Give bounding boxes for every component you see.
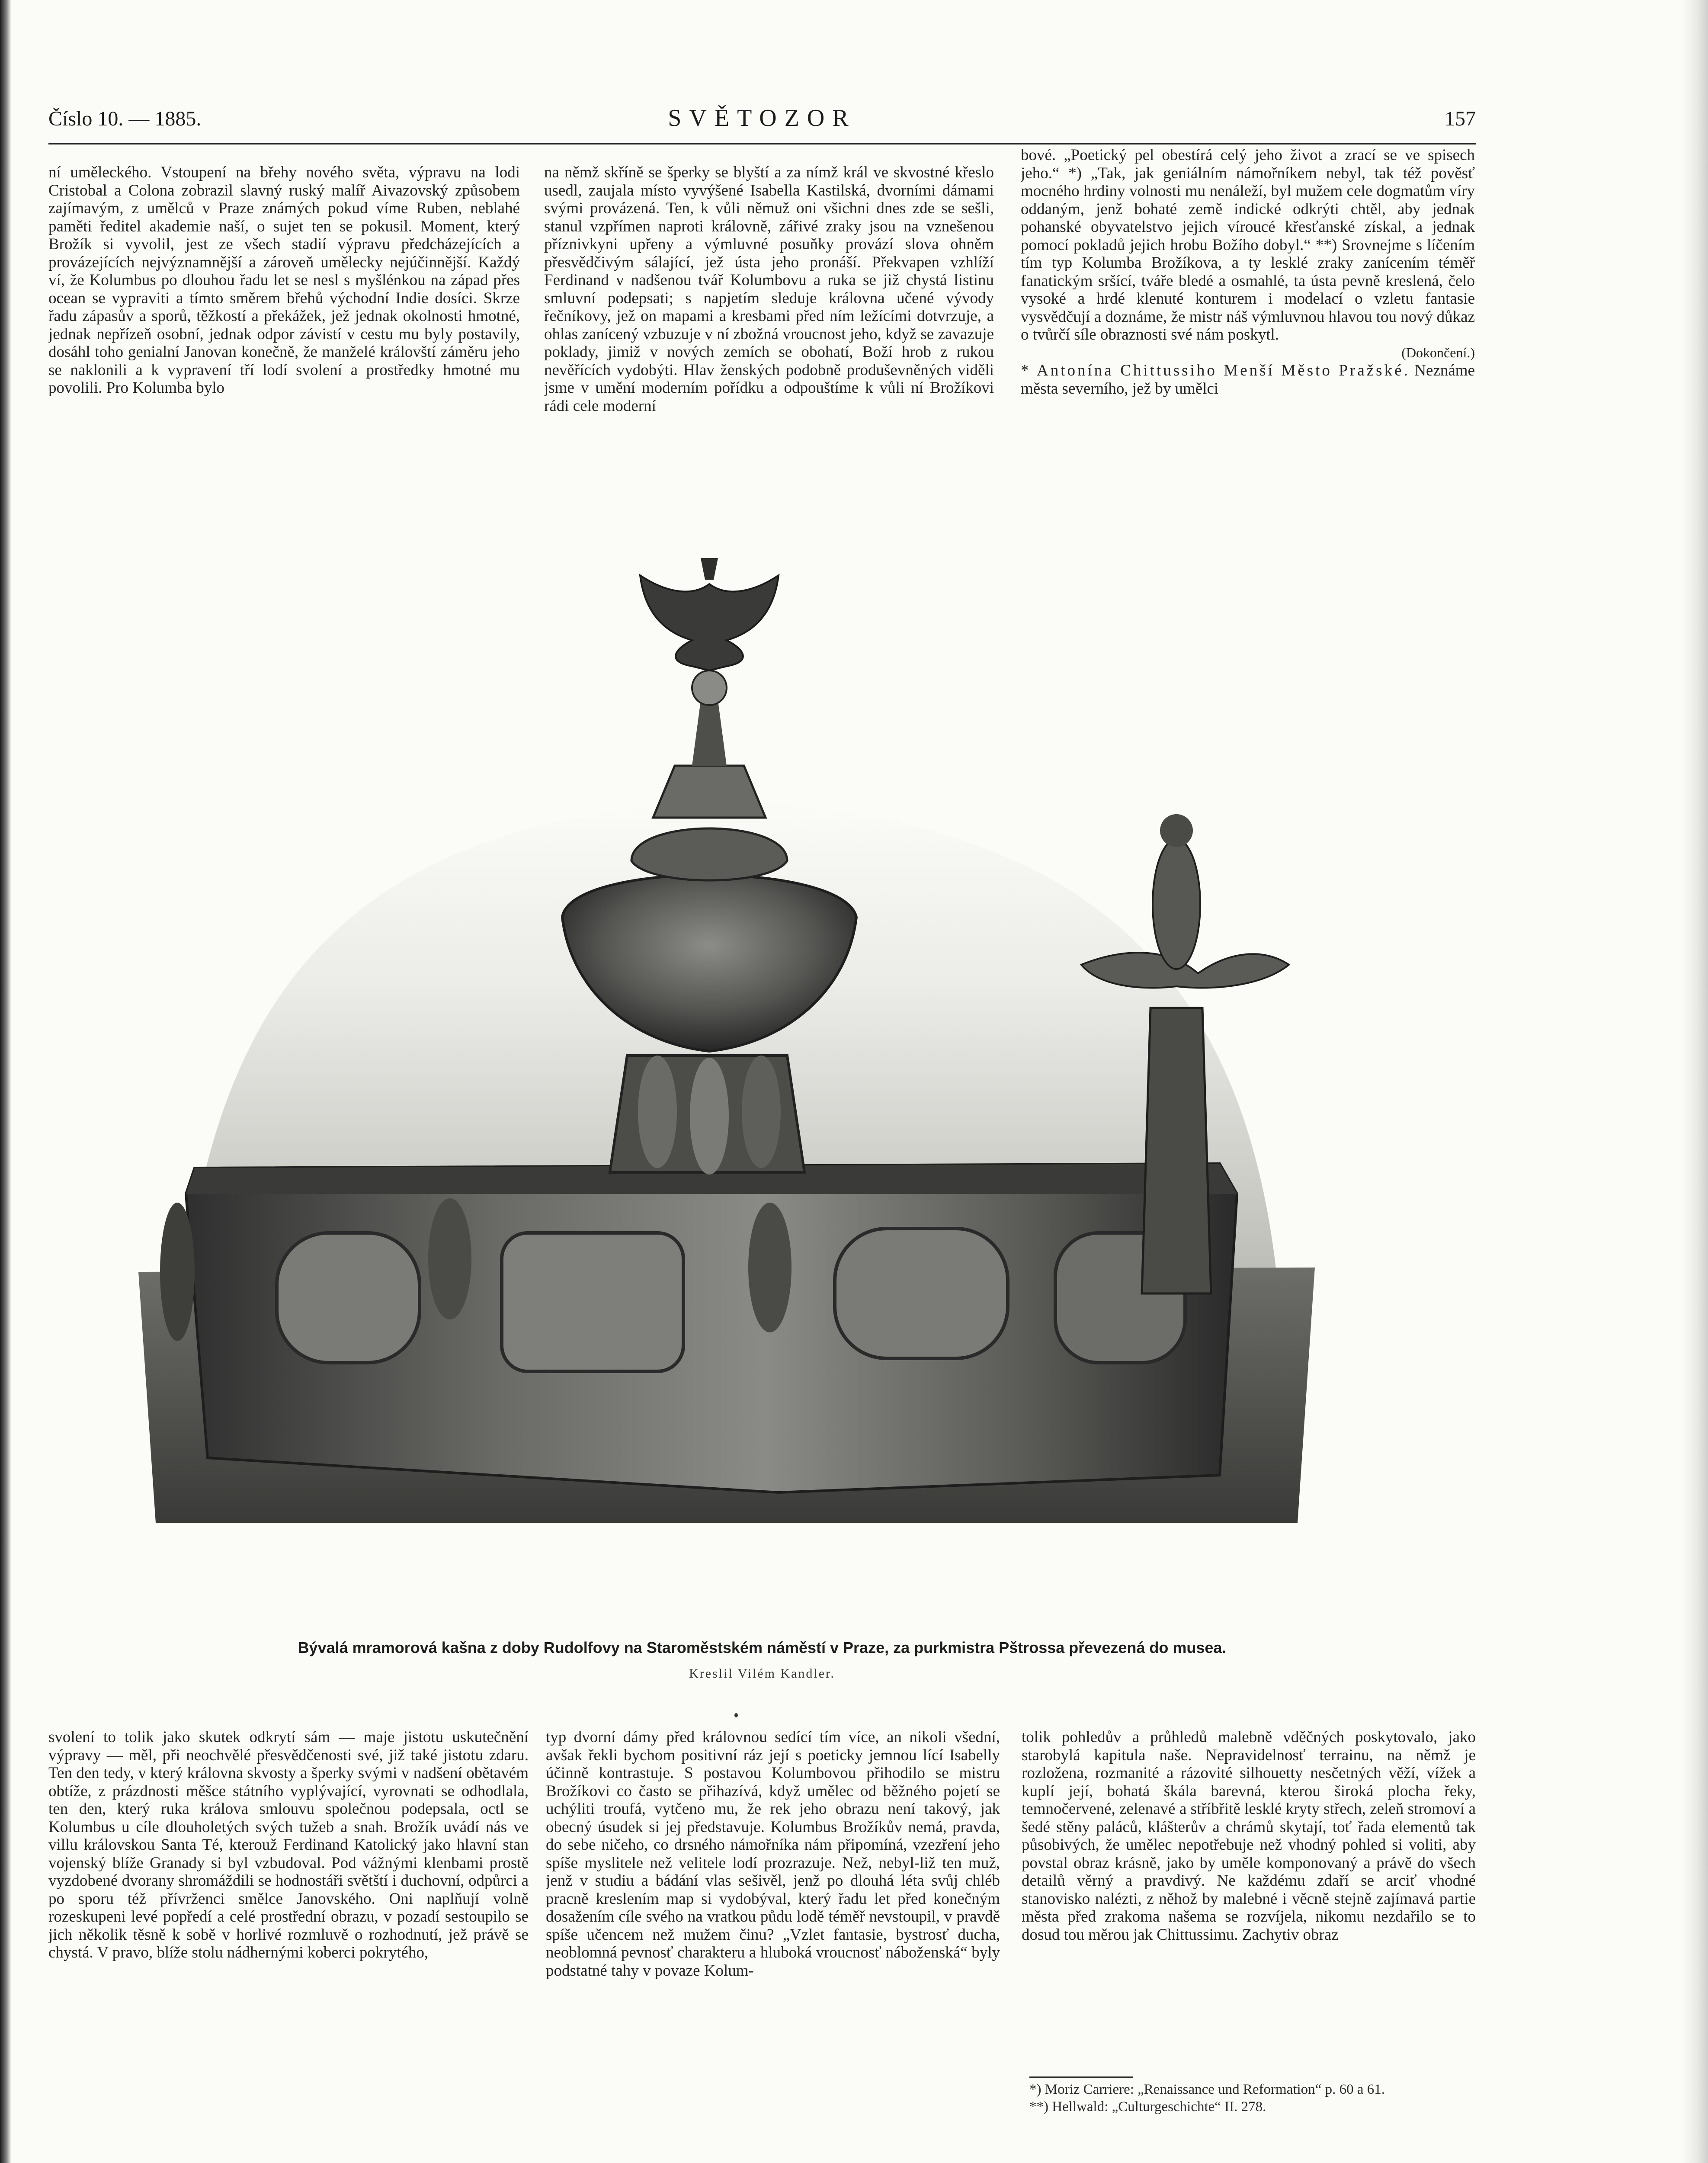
- footnote-rule: [1029, 2076, 1133, 2078]
- section-title: * Antonína Chittussiho Menší Město Pražské.: [1021, 362, 1410, 379]
- header-rule: [48, 143, 1476, 144]
- masthead-title: SVĚTOZOR: [668, 105, 856, 132]
- binding-shadow-left: [0, 0, 11, 2163]
- paragraph: na němž skříně se šperky se blyští a za nímž král ve skvostné křeslo usedl, zaujala místo vyvýšené Isabella Kastilská, dvorními dámami svými provázená. Ten, k vůli němuž oni všichni dnes zde se sešli, stanul vzpřímen naproti královně, zářivé zraky jsou na vznešenou příznivkyni upřeny a výmluvné posuňky provází slova ohněm přesvědčivým sálající, jež ústa jeho pronáší. Překvapen vzhlíží Ferdinand v nadšenou tvář Kolumbovu a ruka se již chystá listinu smluvní podepsati; s napjetím sleduje královna učené vývody řečníkovy, jež on mapami a kresbami před ním ležícími dotvrzuje, a ohlas zanícený vzbuzuje v ní zbožná vroucnost jeho, když se zavazuje poklady, jimiž v nových zemích se obohatí, Boží hrob z rukou nevěřících vydobýti. Hlav ženských podobně produševněných viděli jsme v umění moderním pořídku a odpouštíme k vůli ní Brožíkovi rádi cele moderní: [544, 164, 994, 415]
- article-column-top-2: [544, 164, 994, 527]
- article-column-bottom-1: [48, 1728, 529, 2161]
- figure-credit: Kreslil Vilém Kandler.: [689, 1666, 835, 1681]
- fountain-engraving: [130, 558, 1323, 1570]
- footnote: *) Moriz Carriere: „Renaissance und Reformation“ p. 60 a 61.: [1029, 2082, 1385, 2097]
- section-text: Neznáme města severního, jež by umělci: [1021, 362, 1475, 398]
- footnote: **) Hellwald: „Culturgeschichte“ II. 278.: [1029, 2099, 1266, 2115]
- article-column-top-3: [1021, 146, 1475, 527]
- ornament-dot: [734, 1713, 738, 1717]
- article-column-bottom-2: [546, 1728, 1000, 2161]
- running-header: [48, 102, 1476, 136]
- paragraph: svolení to tolik jako skutek odkrytí sám — maje jistotu uskutečnění výpravy — měl, při neochvělé přesvědčenosti své, již také jistotu zdaru. Ten den tedy, v který královna skvosty a šperky svými v nadšení obětavém obtíže, z prázdnosti měšce státního vyplývající, vyrovnati se odhodlala, ten den, který ruka králova smlouvu společnou podepsala, octl se Kolumbus u cíle dlouholetých svých tužeb a snah. Brožík uvádí nás ve villu královskou Santa Té, kterouž Ferdinand Katolický jako hlavní stan vojenský blíže Granady si byl vzbudoval. Pod vážnými klenbami prostě vyzdobené dvorany shromáždili se hodnostáři světští i duchovní, odpůrci a po sporu též přívrženci smělce Janovského. Oni naplňují volně rozeskupeni levé popředí a celé prostřední obrazu, v pozadí sestoupilo se jich několik těsně k sobě v horlivé rozmluvě o rozhodnutí, jež právě se chystá. V pravo, blíže stolu nádhernými koberci pokrytého,: [48, 1728, 529, 1961]
- article-column-top-1: [48, 164, 520, 527]
- figure-caption: Bývalá mramorová kašna z doby Rudolfovy na Staroměstském náměstí v Praze, za purkmistra Pštrossa převezená do musea.: [298, 1639, 1227, 1656]
- footnotes: [1029, 2081, 1475, 2115]
- page-number: 157: [1445, 107, 1476, 130]
- issue-number: Číslo 10. — 1885.: [48, 107, 202, 130]
- paragraph: bové. „Poetický pel obestírá celý jeho život a zrací se ve spisech jeho.“ *) „Tak, jak geniálním námořníkem nebyl, tak též pověsť mocného hrdiny volnosti mu nenáleží, byl mužem cele dogmatům víry oddaným, jenž bohaté země indické odkrýti chtěl, aby jednak pohanské obyvatelstvo jejich víroucé křesťanské získal, a jednak pomocí pokladů jejich hrobu Božího dobyl.“ **) Srovnejme s líčením tím typ Kolumba Brožíkova, a ty lesklé zraky zanícením téměř fanatickým sršící, tváře bledé a osmahlé, ta ústa pevně kreslená, čelo vysoké a hrdé klenuté konturem i modelací o vzletu fantasie vysvědčují a doznáme, že mistr náš výmluvnou hlavou tou nový důkaz o tvůrčí síle obraznosti své nám poskytl.: [1021, 146, 1475, 343]
- paragraph: tolik pohledův a průhledů malebně vděčných poskytovalo, jako starobylá kapitula naše. Nepravidelnosť terrainu, na němž je rozložena, rozmanité a rázovité silhouetty nesčetných věží, vížek a kuplí její, bohatá škála barevná, kterou široká plocha řeky, temnočervené, zelenavé a stříbřitě lesklé kryty střech, zeleň stromoví a šedé stěny paláců, klášterův a chrámů skytají, toť řada elementů tak působivých, že umělec nepotřebuje než vhodný pohled si voliti, aby povstal obraz krásně, jako by uměle komponovaný a právě do všech detailů věrný a pravdivý. Ne každému zdaří se arciť vhodné stanovisko nalézti, z něhož by malebné i věcně stejně zajímavá partie města před zrakoma našema se rozvíjela, nikomu nezdařilo se to dosud tou měrou jak Chittussimu. Zachytiv obraz: [1022, 1728, 1476, 1944]
- paragraph: ní uměleckého. Vstoupení na břehy nového světa, výpravu na lodi Cristobal a Colona zobrazil slavný ruský malíř Aivazovský způsobem zajímavým, z umělců v Praze známých pokud víme Ruben, neblahé paměti ředitel akademie naší, o sujet ten se pokusil. Moment, který Brožík si vyvolil, jest ze všech stadií výpravu předcházejících a provázejících nejvýznamnější a zároveň umělecky nejúčinnější. Každý ví, že Kolumbus po dlouhou řadu let se nesl s myšlénkou na západ přes ocean se vypraviti a tímto směrem břehů východní Indie dosíci. Skrze řadu zápasův a sporů, těžkostí a překážek, jež jednak okolnosti hmotné, jednak nepřízeň osobní, jednak odpor závistí v cestu mu byly postavily, dosáhl toho genialní Janovan konečně, že manželé královští záměru jeho se naklonili a k vypravení tří lodí svolení a prostředky hmotné mu povolili. Pro Kolumba bylo: [48, 164, 520, 397]
- page-edge-right: [1682, 0, 1708, 2163]
- article-column-bottom-3: [1022, 1728, 1476, 2074]
- continued-mark: (Dokončení.): [1401, 344, 1475, 360]
- paragraph: typ dvorní dámy před královnou sedící tím více, an nikoli všední, avšak řekli bychom positivní ráz její s poeticky jemnou lící Isabelly účinně kontrastuje. S postavou Kolumbovou přihodilo se mistru Brožíkovi co často se přihazívá, když umělec od běžného pojetí se uchýliti troufá, vytčeno mu, že rek jeho obrazu není takový, jak obecný úsudek si jej představuje. Kolumbus Brožíkův nemá, pravda, do sebe ničeho, co drsného námořníka nám připomíná, vzezření jeho spíše myslitele než velitele lodí prozrazuje. Než, nebyl-liž ten muž, jenž v studiu a bádání vlas sešivěl, jenž po dlouhá léta svůj chléb pracně kreslením map si vydobýval, který řadu let před konečným dosažením cíle svého na vratkou půdu lodě téměř nevstoupil, v pravdě spíše učencem než mužem činu? „Vzlet fantasie, bystrosť ducha, neoblomná pevnosť charakteru a hluboká vroucnosť náboženská“ byly podstatné tahy v povaze Kolum-: [546, 1728, 1000, 1980]
